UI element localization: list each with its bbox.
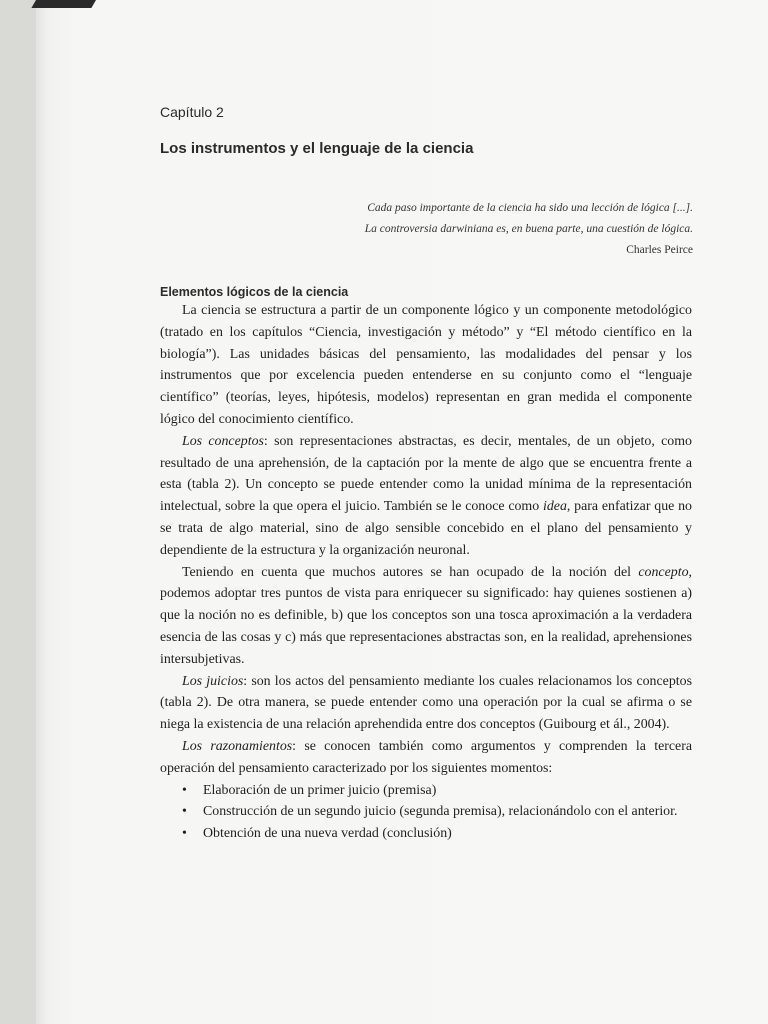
term-juicios: Los juicios — [182, 673, 244, 689]
paragraph-razonamientos-text: : se conocen también como argumentos y comprenden la tercera operación del pensamiento caracterizado por los siguientes momentos: — [160, 738, 692, 776]
term-idea: idea — [542, 499, 567, 515]
list-item: • Construcción de un segundo juicio (segunda premisa), relacionándolo con el anterior. — [182, 801, 692, 823]
epigraph-line-1: Cada paso importante de la ciencia ha sido una lección de lógica [...]. — [367, 202, 693, 214]
book-page — [36, 0, 768, 1024]
list-item: • Obtención de una nueva verdad (conclusión) — [182, 823, 692, 845]
paragraph-puntos-end: , podemos adoptar tres puntos de vista para enriquecer su significado: hay quienes sostienen a) que la noción no es definible, b) que los conceptos son una tosca aproximación a la verdadera esencia de las cosas y c) más que representaciones abstractas son, en la realidad, aprehensiones intersubjetivas. — [160, 564, 692, 667]
paragraph-puntos-start: Teniendo en cuenta que muchos autores se han ocupado de la noción del — [182, 564, 639, 580]
term-razonamientos: Los razonamientos — [182, 738, 293, 754]
epigraph-line-2: La controversia darwiniana es, en buena parte, una cuestión de lógica. — [364, 223, 693, 235]
epigraph-author: Charles Peirce — [626, 244, 693, 256]
body-text — [160, 300, 692, 845]
paragraph-juicios-text: : son los actos del pensamiento mediante los cuales relacionamos los conceptos (tabla 2). De otra manera, se puede entender como una operación por la cual se afirma o se niega la existencia de una relación aprehendida entre dos conceptos (Guibourg et ál., 2004). — [160, 673, 692, 733]
paragraph-intro: La ciencia se estructura a partir de un componente lógico y un componente metodológico (tratado en los capítulos “Ciencia, investigación y método” y “El método científico en la biología”). Las unidades básicas del pensamiento, las modalidades del pensar y los instrumentos que por excelencia pueden entenderse en su conjunto como el “lenguaje científico” (teorías, leyes, hipótesis, modelos) representan en gran medida el componente lógico del conocimiento científico. — [160, 303, 692, 427]
paragraph-puntos-de-vista — [160, 562, 692, 671]
term-conceptos: Los conceptos — [182, 433, 264, 449]
chapter-label: Capítulo 2 — [160, 104, 224, 120]
paragraph-conceptos-end: , para enfatizar que no se trata de algo material, sino de algo sensible concebido en el plano del pensamiento y dependiente de la estructura y la organización neuronal. — [160, 499, 692, 558]
paragraph-juicios — [160, 671, 692, 736]
section-heading: Elementos lógicos de la ciencia — [160, 285, 349, 299]
term-concepto: concepto — [638, 564, 689, 580]
scan-corner-mark — [31, 0, 96, 8]
chapter-title: Los instrumentos y el lenguaje de la ciencia — [160, 140, 474, 157]
paragraph-conceptos — [160, 431, 692, 562]
paragraph-razonamientos — [160, 736, 692, 780]
paragraph-conceptos-text: : son representaciones abstractas, es decir, mentales, de un objeto, como resultado de una aprehensión, de la captación por la mente de algo que se encuentra frente a esta (tabla 2). Un concepto se puede entender como la unidad mínima de la representación intelectual, sobre la que opera el juicio. También se le conoce como — [160, 433, 692, 515]
list-item: • Elaboración de un primer juicio (premisa) — [182, 780, 692, 802]
epigraph — [263, 198, 693, 261]
bullet-list — [160, 780, 692, 845]
